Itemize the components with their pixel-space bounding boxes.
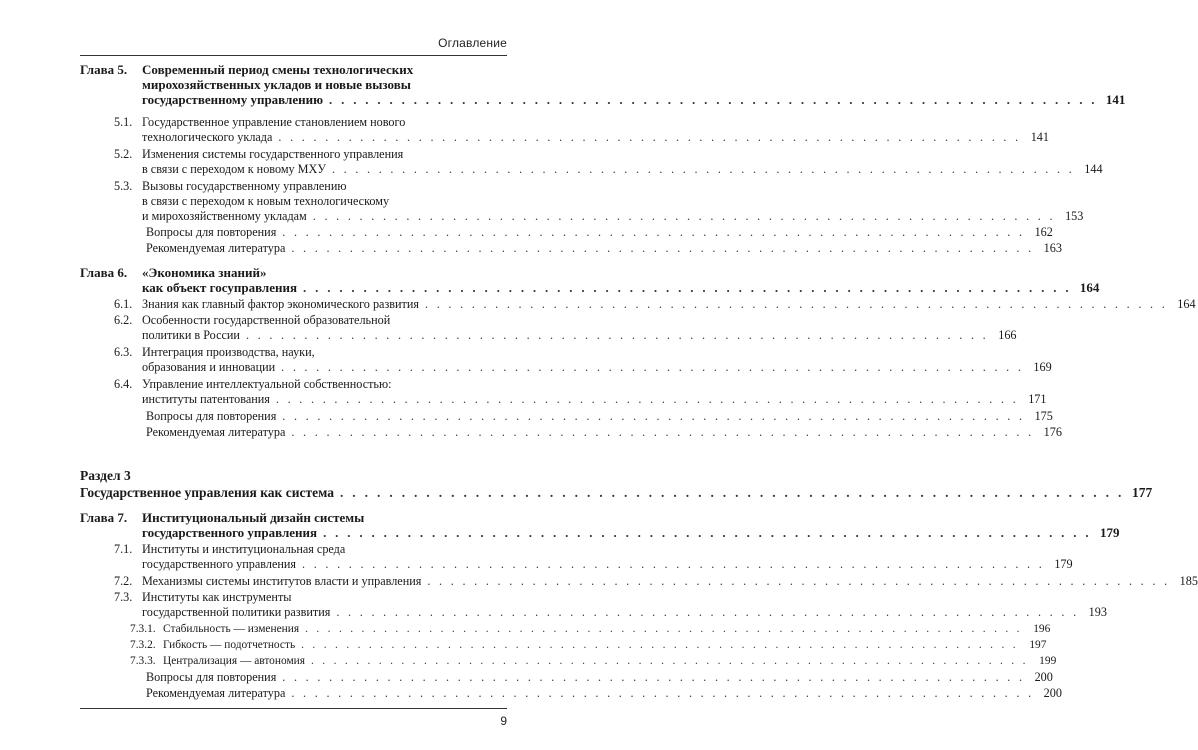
dot-leader: . . . . . . . . . . . . . . . . . . . . . . . . . . . . . . . . . . . . . . . . . . . . . . . . . . . . . . . . . . . . . . . . <box>245 328 989 342</box>
dot-leader: . . . . . . . . . . . . . . . . . . . . . . . . . . . . . . . . . . . . . . . . . . . . . . . . . . . . . . . . . . . . . . . . <box>329 92 1098 107</box>
dot-leader: . . . . . . . . . . . . . . . . . . . . . . . . . . . . . . . . . . . . . . . . . . . . . . . . . . . . . . . . . . . . . . . . <box>427 574 1170 588</box>
toc-entry-number: 5.1. <box>114 115 133 129</box>
toc-entry-number: 6.4. <box>114 377 133 391</box>
toc-entry-page: 164 <box>1177 297 1196 311</box>
toc-entry-title-line: Институциональный дизайн системы <box>142 510 365 525</box>
toc-entry-title-line: Стабильность — изменения <box>163 623 300 635</box>
toc-entry-title-line: Рекомендуемая литература <box>146 425 286 439</box>
toc-entry-page: 141 <box>1030 130 1049 144</box>
toc-entry-page: 153 <box>1065 209 1084 223</box>
toc-entry-title-line: в связи с переходом к новым технологическому <box>142 194 390 208</box>
dot-leader: . . . . . . . . . . . . . . . . . . . . . . . . . . . . . . . . . . . . . . . . . . . . . . . . . . . . . . . . . . . . . . . . <box>282 225 1025 239</box>
toc-entry-page: 179 <box>1099 525 1120 540</box>
toc-entry-title-line: Современный период смены технологических <box>142 62 414 77</box>
toc-entry-page: 162 <box>1034 225 1053 239</box>
toc-entry-page: 166 <box>998 328 1017 342</box>
toc-entry-title-line: мирохозяйственных укладов и новые вызовы <box>142 77 411 92</box>
toc-entry-title-line: в связи с переходом к новому МХУ <box>142 162 326 176</box>
toc-entry-title-line: Вопросы для повторения <box>146 409 277 423</box>
toc-entry-page: 177 <box>1131 485 1153 500</box>
dot-leader: . . . . . . . . . . . . . . . . . . . . . . . . . . . . . . . . . . . . . . . . . . . . . . . . . . . . . . . . . . . . . . . . <box>282 670 1025 684</box>
toc-entry-number: Глава 6. <box>80 265 128 280</box>
toc-entry-title-line: как объект госуправления <box>142 280 298 295</box>
dot-leader: . . . . . . . . . . . . . . . . . . . . . . . . . . . . . . . . . . . . . . . . . . . . . . . . . . . . . . . . . . . . . . . . <box>282 409 1025 423</box>
toc-entry-title-line: Рекомендуемая литература <box>146 241 286 255</box>
toc-entry-number: 7.3.2. <box>130 639 156 651</box>
dot-leader: . . . . . . . . . . . . . . . . . . . . . . . . . . . . . . . . . . . . . . . . . . . . . . . . . . . . . . . . . . . . . . . . <box>291 241 1034 255</box>
toc-entry-page: 144 <box>1084 162 1103 176</box>
toc-entry-number: 7.3.1. <box>130 623 156 635</box>
toc-entry-number: 7.3. <box>114 590 133 604</box>
running-header: Оглавление <box>438 36 507 50</box>
toc-entry-page: 169 <box>1033 360 1052 374</box>
dot-leader: . . . . . . . . . . . . . . . . . . . . . . . . . . . . . . . . . . . . . . . . . . . . . . . . . . . . . . . . . . . . . . . . <box>303 280 1072 295</box>
page-number: 9 <box>500 714 507 728</box>
toc-entry-title-line: технологического уклада <box>142 130 273 144</box>
toc-entry-title-line: и мирохозяйственному укладам <box>142 209 307 223</box>
toc-entry-page: 175 <box>1034 409 1053 423</box>
dot-leader: . . . . . . . . . . . . . . . . . . . . . . . . . . . . . . . . . . . . . . . . . . . . . . . . . . . . . . . . . . . . . . . . <box>311 655 1029 667</box>
toc-entry-number: 6.3. <box>114 345 133 359</box>
toc-entry-title-line: Изменения системы государственного управления <box>142 147 404 161</box>
toc-entry-page: 196 <box>1033 623 1051 635</box>
toc-entry-page: 176 <box>1043 425 1062 439</box>
dot-leader: . . . . . . . . . . . . . . . . . . . . . . . . . . . . . . . . . . . . . . . . . . . . . . . . . . . . . . . . . . . . . . . . <box>302 557 1045 571</box>
toc-entry-number: 5.2. <box>114 147 133 161</box>
toc-entry-title-line: образования и инновации <box>142 360 276 374</box>
toc-entry-page: 179 <box>1054 557 1073 571</box>
toc-entry-title-line: Знания как главный фактор экономического развития <box>142 297 419 311</box>
dot-leader: . . . . . . . . . . . . . . . . . . . . . . . . . . . . . . . . . . . . . . . . . . . . . . . . . . . . . . . . . . . . . . . . <box>336 605 1079 619</box>
toc-entry-page: 171 <box>1028 392 1047 406</box>
toc-entry-title-line: Вопросы для повторения <box>146 670 277 684</box>
toc-entry-page: 197 <box>1029 639 1047 651</box>
footer-rule <box>80 708 507 709</box>
dot-leader: . . . . . . . . . . . . . . . . . . . . . . . . . . . . . . . . . . . . . . . . . . . . . . . . . . . . . . . . . . . . . . . . <box>425 297 1168 311</box>
dot-leader: . . . . . . . . . . . . . . . . . . . . . . . . . . . . . . . . . . . . . . . . . . . . . . . . . . . . . . . . . . . . . . . . <box>291 425 1034 439</box>
toc-entry-number: 7.1. <box>114 542 133 556</box>
toc-entry-page: 185 <box>1179 574 1198 588</box>
toc-entry-page: 163 <box>1043 241 1062 255</box>
toc-entry-number: 6.1. <box>114 297 133 311</box>
dot-leader: . . . . . . . . . . . . . . . . . . . . . . . . . . . . . . . . . . . . . . . . . . . . . . . . . . . . . . . . . . . . . . . . <box>301 639 1019 651</box>
toc-entry-number: 5.3. <box>114 179 133 193</box>
toc-entry-page: 141 <box>1105 92 1126 107</box>
dot-leader: . . . . . . . . . . . . . . . . . . . . . . . . . . . . . . . . . . . . . . . . . . . . . . . . . . . . . . . . . . . . . . . . <box>323 525 1092 540</box>
toc-entry-title-line: Институты и институциональная среда <box>142 542 346 556</box>
toc-entry-title-line: институты патентования <box>142 392 270 406</box>
toc-entry-page: 199 <box>1039 655 1057 667</box>
section-heading: Раздел 3 <box>80 468 131 483</box>
toc-entry-title-line: государственной политики развития <box>142 605 331 619</box>
toc-entry-number: 6.2. <box>114 313 133 327</box>
toc-entry-title-line: Вопросы для повторения <box>146 225 277 239</box>
toc-entry-title-line: государственному управлению <box>142 92 323 107</box>
toc-entry-title-line: Государственное управление становлением нового <box>142 115 406 129</box>
toc-entry-number: Глава 7. <box>80 510 128 525</box>
dot-leader: . . . . . . . . . . . . . . . . . . . . . . . . . . . . . . . . . . . . . . . . . . . . . . . . . . . . . . . . . . . . . . . . <box>305 623 1023 635</box>
toc-entry-title-line: «Экономика знаний» <box>142 265 267 280</box>
dot-leader: . . . . . . . . . . . . . . . . . . . . . . . . . . . . . . . . . . . . . . . . . . . . . . . . . . . . . . . . . . . . . . . . <box>278 130 1021 144</box>
toc-entry-page: 200 <box>1043 686 1062 700</box>
toc-entry-number: 7.3.3. <box>130 655 156 667</box>
dot-leader: . . . . . . . . . . . . . . . . . . . . . . . . . . . . . . . . . . . . . . . . . . . . . . . . . . . . . . . . . . . . . . . . <box>281 360 1024 374</box>
dot-leader: . . . . . . . . . . . . . . . . . . . . . . . . . . . . . . . . . . . . . . . . . . . . . . . . . . . . . . . . . . . . . . . . <box>339 485 1125 500</box>
toc-entry-page: 193 <box>1088 605 1107 619</box>
toc-entry-page: 200 <box>1034 670 1053 684</box>
toc-entry-title-line: Государственное управления как система <box>80 485 334 500</box>
toc-entry-title-line: государственного управления <box>142 557 297 571</box>
toc-entry-number: 7.2. <box>114 574 133 588</box>
toc-entry-title-line: Рекомендуемая литература <box>146 686 286 700</box>
dot-leader: . . . . . . . . . . . . . . . . . . . . . . . . . . . . . . . . . . . . . . . . . . . . . . . . . . . . . . . . . . . . . . . . <box>312 209 1056 223</box>
dot-leader: . . . . . . . . . . . . . . . . . . . . . . . . . . . . . . . . . . . . . . . . . . . . . . . . . . . . . . . . . . . . . . . . <box>291 686 1034 700</box>
toc-entry-title-line: Механизмы системы институтов власти и управления <box>142 574 422 588</box>
toc-entry-title-line: Управление интеллектуальной собственностью: <box>142 377 392 391</box>
toc-entry-title-line: Интеграция производства, науки, <box>142 345 315 359</box>
toc-entry-title-line: политики в России <box>142 328 240 342</box>
toc-entry-title-line: Институты как инструменты <box>142 590 292 604</box>
toc-entry-title-line: Гибкость — подотчетность <box>163 639 296 651</box>
toc-entry-number: Глава 5. <box>80 62 128 77</box>
toc-entry-title-line: Вызовы государственному управлению <box>142 179 347 193</box>
toc-entry-title-line: Особенности государственной образовательной <box>142 313 391 327</box>
dot-leader: . . . . . . . . . . . . . . . . . . . . . . . . . . . . . . . . . . . . . . . . . . . . . . . . . . . . . . . . . . . . . . . . <box>275 392 1019 406</box>
toc-entry-title-line: Централизация — автономия <box>163 655 305 667</box>
dot-leader: . . . . . . . . . . . . . . . . . . . . . . . . . . . . . . . . . . . . . . . . . . . . . . . . . . . . . . . . . . . . . . . . <box>331 162 1075 176</box>
toc-entry-title-line: государственного управления <box>142 525 318 540</box>
toc-entry-page: 164 <box>1079 280 1100 295</box>
header-rule <box>80 55 507 56</box>
